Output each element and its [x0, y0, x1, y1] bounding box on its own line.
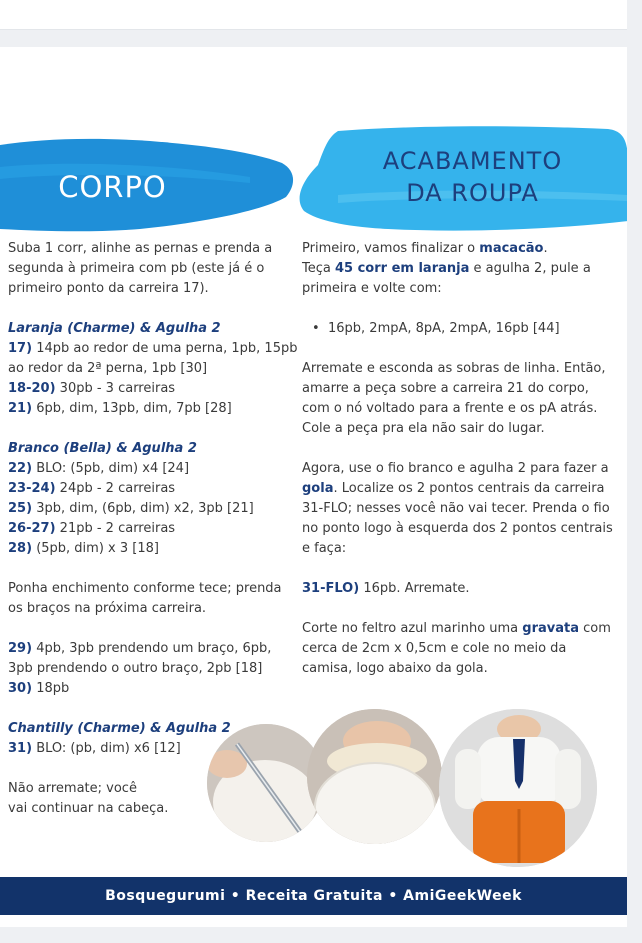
- paragraph-chain: Teça 45 corr em laranja e agulha 2, pule a primeira e volte com:: [302, 261, 591, 296]
- recipe-page: [0, 47, 627, 927]
- round-text: (5pb, dim) x 3 [18]: [36, 541, 159, 556]
- round-text: BLO: (5pb, dim) x4 [24]: [36, 461, 190, 476]
- closing-line: vai continuar na cabeça.: [8, 801, 169, 816]
- previous-page-card: [0, 0, 627, 30]
- photo-finished-outfit: [439, 709, 597, 867]
- round-number: 18-20): [8, 381, 56, 396]
- round-text: 3pb, dim, (6pb, dim) x2, 3pb [21]: [36, 501, 254, 516]
- round-list-laranja: [8, 339, 298, 419]
- round-number: 29): [8, 641, 33, 656]
- section-heading-chantilly: Chantilly (Charme) & Agulha 2: [8, 721, 231, 736]
- round-number: 22): [8, 461, 33, 476]
- process-photos: [207, 709, 599, 867]
- round-list-arms: [8, 639, 298, 699]
- round-line: [302, 579, 617, 599]
- round-line: [8, 499, 298, 519]
- highlight-macacao: macacão: [479, 241, 544, 256]
- round-number: 28): [8, 541, 33, 556]
- highlight-gola: gola: [302, 481, 334, 496]
- round-number: 31-FLO): [302, 581, 360, 596]
- paragraph-gravata: Corte no feltro azul marinho uma gravata com cerca de 2cm x 0,5cm e cole no meio da camisa, logo abaixo da gola.: [302, 621, 611, 676]
- section-title-acabamento: [330, 145, 615, 209]
- bullet-item: [302, 319, 617, 339]
- round-text: 4pb, 3pb prendendo um braço, 6pb, 3pb prendendo o outro braço, 2pb [18]: [8, 641, 272, 676]
- round-text: 16pb. Arremate.: [363, 581, 470, 596]
- round-number: 23-24): [8, 481, 56, 496]
- section-heading-branco: Branco (Bella) & Agulha 2: [8, 441, 197, 456]
- round-text: 18pb: [36, 681, 70, 696]
- round-number: 25): [8, 501, 33, 516]
- round-text: 30pb - 3 carreiras: [59, 381, 176, 396]
- round-text: BLO: (pb, dim) x6 [12]: [36, 741, 181, 756]
- footer-bar: Bosquegurumi • Receita Gratuita • AmiGeekWeek: [0, 877, 627, 915]
- round-number: 21): [8, 401, 33, 416]
- bullet-dot-icon: •: [312, 321, 320, 336]
- round-number: 30): [8, 681, 33, 696]
- highlight-gravata: gravata: [522, 621, 580, 636]
- round-line: [8, 639, 298, 679]
- round-line: [8, 339, 298, 379]
- round-line: [8, 479, 298, 499]
- round-text: 21pb - 2 carreiras: [59, 521, 176, 536]
- stuffing-note: Ponha enchimento conforme tece; prenda os braços na próxima carreira.: [8, 581, 282, 616]
- section-heading-laranja: Laranja (Charme) & Agulha 2: [8, 321, 221, 336]
- title-line-1: ACABAMENTO: [382, 147, 563, 175]
- round-number: 17): [8, 341, 33, 356]
- round-text: 6pb, dim, 13pb, dim, 7pb [28]: [36, 401, 232, 416]
- paragraph-arremate: Arremate e esconda as sobras de linha. Então, amarre a peça sobre a carreira 21 do corpo, com o nó voltado para a frente e os pA atrás. Cole a peça pra ela não sair do lugar.: [302, 361, 606, 436]
- title-line-2: DA ROUPA: [406, 179, 539, 207]
- round-line: [8, 539, 298, 559]
- round-line: [8, 519, 298, 539]
- intro-paragraph: Suba 1 corr, alinhe as pernas e prenda a segunda à primeira com pb (este já é o primeiro ponto da carreira 17).: [8, 241, 273, 296]
- section-title-corpo: CORPO: [58, 170, 167, 204]
- paragraph-macacao: Primeiro, vamos finalizar o macacão.: [302, 241, 548, 256]
- highlight-chain: 45 corr em laranja: [334, 261, 470, 276]
- acabamento-instructions: [302, 239, 617, 679]
- closing-line: Não arremate; você: [8, 781, 137, 796]
- round-text: 14pb ao redor de uma perna, 1pb, 15pb ao redor da 2ª perna, 1pb [30]: [8, 341, 298, 376]
- bullet-text: 16pb, 2mpA, 8pA, 2mpA, 16pb [44]: [328, 321, 560, 336]
- round-text: 24pb - 2 carreiras: [59, 481, 176, 496]
- paragraph-gola: Agora, use o fio branco e agulha 2 para fazer a gola. Localize os 2 pontos centrais da carreira 31-FLO; nesses você não vai tecer. Prenda o fio no ponto logo à esquerda dos 2 pontos centrais e faça:: [302, 461, 613, 556]
- round-line: [8, 679, 298, 699]
- round-list-branco: [8, 459, 298, 559]
- round-line: [8, 459, 298, 479]
- round-number: 31): [8, 741, 33, 756]
- photo-white-body: [307, 709, 442, 844]
- round-line: [8, 399, 298, 419]
- round-line: [8, 379, 298, 399]
- round-number: 26-27): [8, 521, 56, 536]
